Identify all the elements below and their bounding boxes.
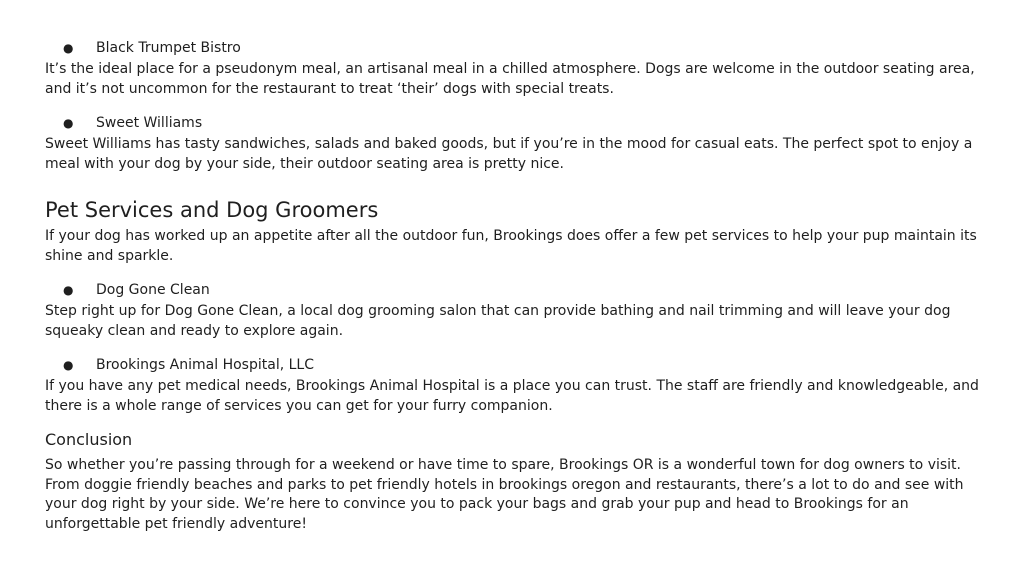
list-item-label: Sweet Williams: [96, 115, 203, 131]
bullet-dot: ●: [63, 116, 74, 130]
bullet-dot: ●: [63, 358, 74, 372]
list-item-brookings-animal-hospital: [45, 353, 990, 377]
document-page: [45, 36, 990, 534]
paragraph-black-trumpet: It’s the ideal place for a pseudonym meal, an artisanal meal in a chilled atmosphere. Dogs are welcome in the outdoor seating area, and it’s not uncommon for the restaurant to treat ‘their’ dogs with special treats.: [45, 61, 975, 97]
list-item-dog-gone-clean: [45, 278, 990, 302]
bullet-dot: ●: [63, 283, 74, 297]
paragraph-pet-services-intro: If your dog has worked up an appetite after all the outdoor fun, Brookings does offer a few pet services to help your pup maintain its shine and sparkle.: [45, 228, 977, 264]
paragraph-sweet-williams: Sweet Williams has tasty sandwiches, salads and baked goods, but if you’re in the mood for casual eats. The perfect spot to enjoy a meal with your dog by your side, their outdoor seating area is pretty nice.: [45, 136, 973, 172]
list-item-label: Brookings Animal Hospital, LLC: [96, 357, 314, 373]
paragraph-animal-hospital: If you have any pet medical needs, Brookings Animal Hospital is a place you can trust. The staff are friendly and knowledgeable, and there is a whole range of services you can get for your furry companion.: [45, 378, 979, 414]
list-item-sweet-williams: [45, 111, 990, 135]
heading-conclusion: Conclusion: [45, 430, 133, 449]
list-item-label: Dog Gone Clean: [96, 282, 210, 298]
paragraph-dog-gone-clean: Step right up for Dog Gone Clean, a local dog grooming salon that can provide bathing and nail trimming and will leave your dog squeaky clean and ready to explore again.: [45, 303, 951, 339]
paragraph-conclusion: So whether you’re passing through for a weekend or have time to spare, Brookings OR is a wonderful town for dog owners to visit. From doggie friendly beaches and parks to pet friendly hotels in brookings oregon and restaurants, there’s a lot to do and see with your dog right by your side. We’re here to convince you to pack your bags and grab your pup and head to Brookings for an unforgettable pet friendly adventure!: [45, 457, 964, 532]
list-item-black-trumpet-bistro: [45, 36, 990, 60]
heading-pet-services: Pet Services and Dog Groomers: [45, 198, 379, 222]
bullet-dot: ●: [63, 41, 74, 55]
list-item-label: Black Trumpet Bistro: [96, 40, 241, 56]
